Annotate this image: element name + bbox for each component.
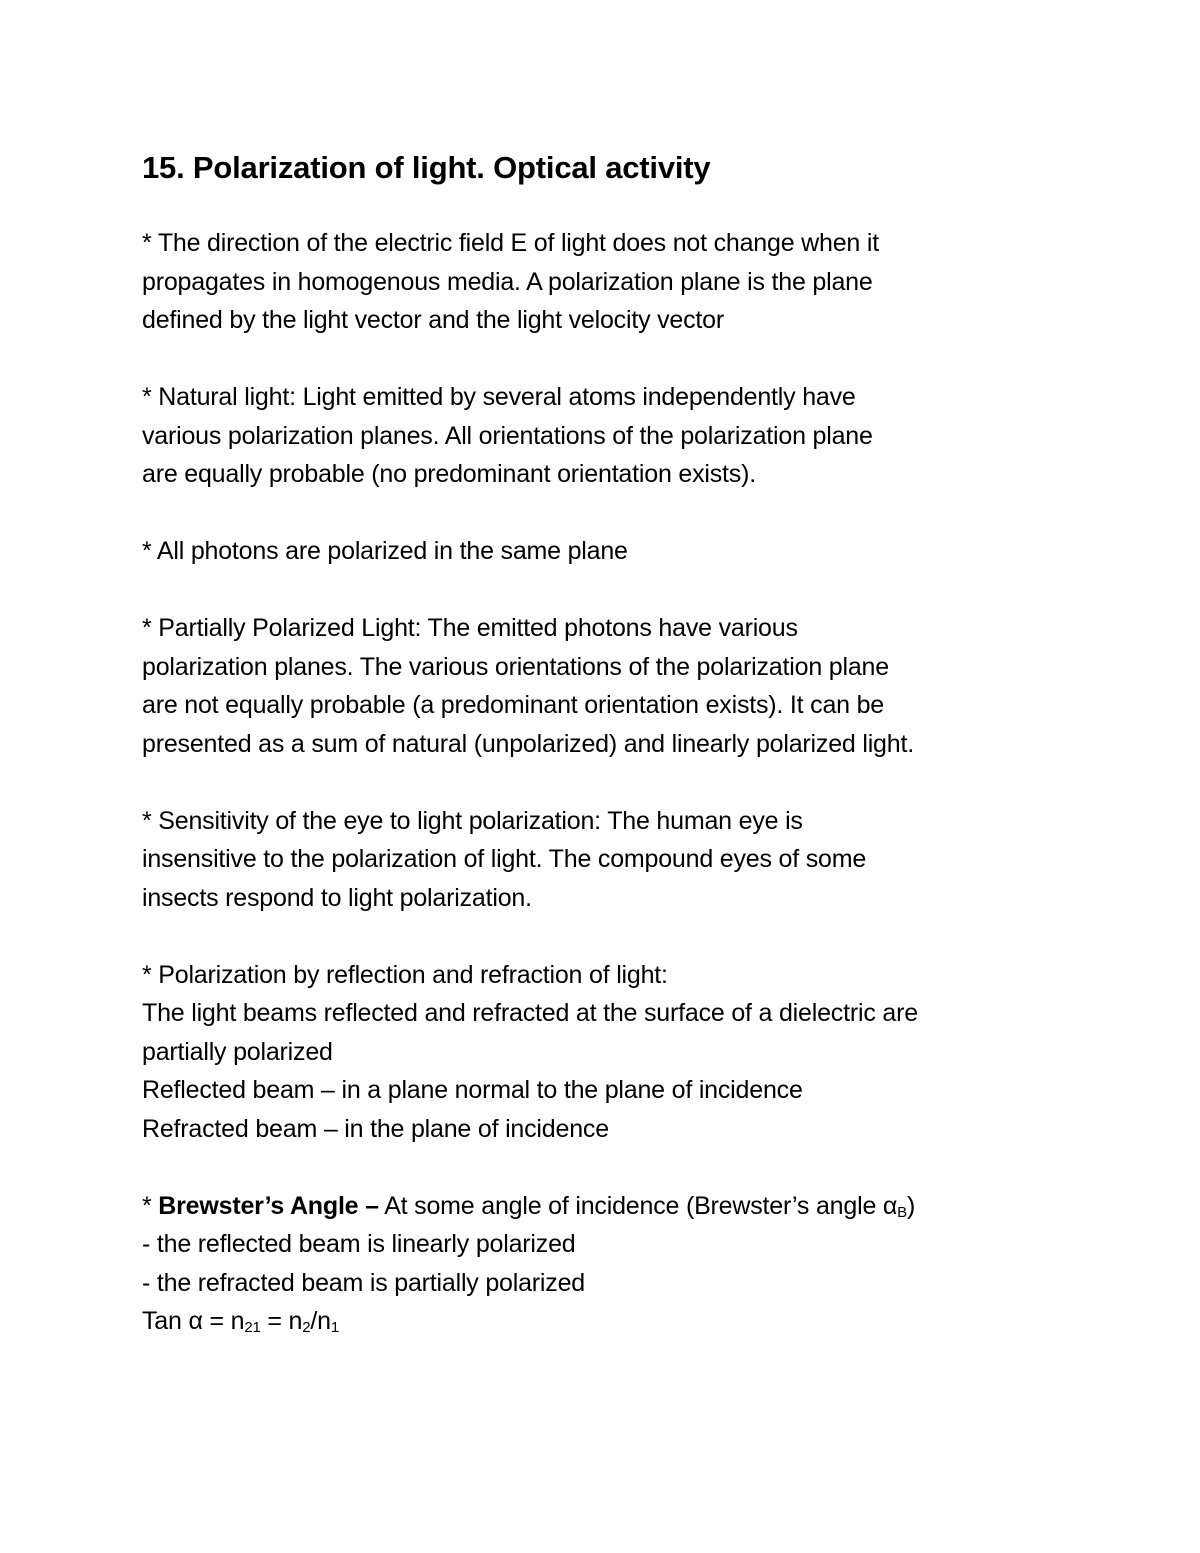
paragraph-natural-light (142, 378, 1082, 494)
brewster-term: Brewster’s Angle – (158, 1191, 379, 1220)
text-line: Reflected beam – in a plane normal to the plane of incidence (142, 1076, 803, 1104)
paragraph-reflection-refraction (142, 956, 1082, 1149)
formula-part: Tan α = n (142, 1307, 245, 1335)
text-line: defined by the light vector and the light velocity vector (142, 306, 724, 334)
text-line: propagates in homogenous media. A polarization plane is the plane (142, 267, 873, 296)
text-line: * Polarization by reflection and refraction of light: (142, 960, 668, 989)
text-line: various polarization planes. All orientations of the polarization plane (142, 421, 873, 450)
text-line: * Natural light: Light emitted by several atoms independently have (142, 383, 856, 411)
text-line: - the refracted beam is partially polarized (142, 1268, 585, 1297)
paragraph-brewster-angle (142, 1187, 1082, 1341)
paragraph-eye-sensitivity (142, 802, 1082, 918)
document-page (142, 148, 1082, 1379)
text-line: The light beams reflected and refracted at the surface of a dielectric are (142, 999, 918, 1027)
text-line: presented as a sum of natural (unpolarized) and linearly polarized light. (142, 729, 914, 758)
text-line: partially polarized (142, 1037, 333, 1066)
text-line: - the reflected beam is linearly polarized (142, 1230, 576, 1258)
text-line: insensitive to the polarization of light. The compound eyes of some (142, 845, 867, 873)
text-line: * The direction of the electric field E of light does not change when it (142, 229, 879, 257)
formula-part: = n (260, 1307, 303, 1335)
subscript: 2 (302, 1319, 311, 1336)
text-line: are not equally probable (a predominant orientation exists). It can be (142, 691, 885, 719)
text-line: are equally probable (no predominant orientation exists). (142, 460, 756, 488)
brewster-description: At some angle of incidence (Brewster’s angle α (378, 1191, 898, 1220)
subscript: 21 (244, 1319, 261, 1336)
text-line: polarization planes. The various orientations of the polarization plane (142, 652, 889, 681)
paragraph-electric-field (142, 224, 1082, 340)
text-line: * Partially Polarized Light: The emitted photons have various (142, 614, 798, 642)
text-line: * All photons are polarized in the same plane (142, 537, 628, 565)
brewster-formula (142, 1302, 1082, 1341)
text-line: * Sensitivity of the eye to light polarization: The human eye is (142, 806, 803, 835)
document-title: 15. Polarization of light. Optical activity (142, 150, 711, 185)
bullet-star: * (142, 1191, 159, 1220)
closing-paren: ) (906, 1191, 916, 1220)
subscript: B (897, 1203, 907, 1221)
brewster-heading-line (142, 1187, 1082, 1226)
subscript: 1 (330, 1319, 339, 1336)
text-line: Refracted beam – in the plane of incidence (142, 1114, 609, 1143)
formula-part: /n (310, 1307, 331, 1335)
paragraph-polarized-photons (142, 532, 1082, 571)
text-line: insects respond to light polarization. (142, 883, 532, 912)
paragraph-partially-polarized (142, 609, 1082, 763)
